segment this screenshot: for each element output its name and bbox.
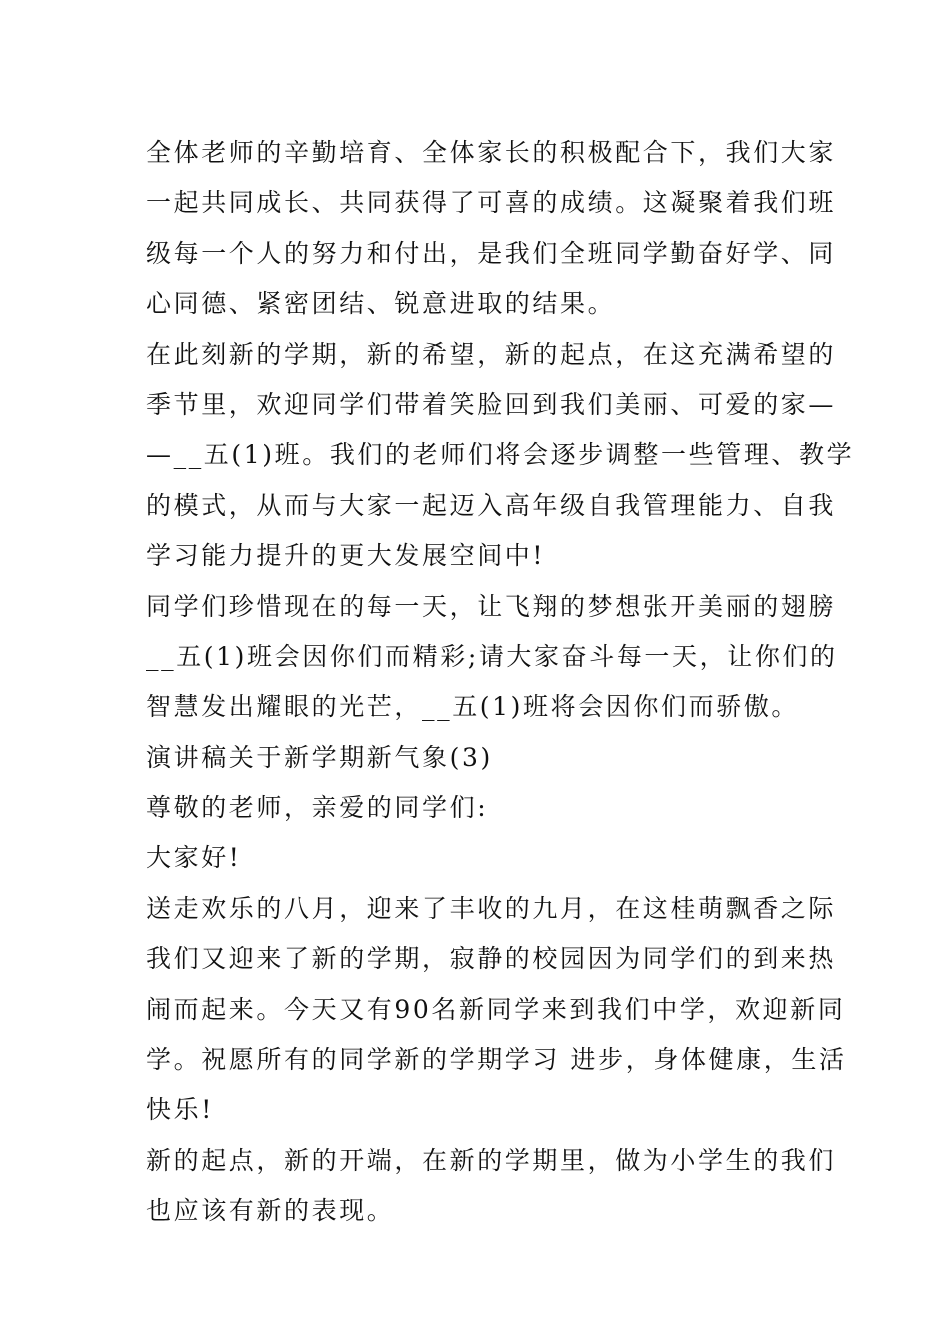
text-line: 我们又迎来了新的学期，寂静的校园因为同学们的到来热 [146,944,837,974]
text-line: 闹而起来。今天又有90名新同学来到我们中学，欢迎新同 [146,994,846,1024]
text-line: 学。祝愿所有的同学新的学期学习 进步，身体健康，生活 [146,1045,847,1075]
document-body [146,128,855,1237]
text-line: 学习能力提升的更大发展空间中! [146,541,546,571]
text-line: 智慧发出耀眼的光芒，__五(1)班将会因你们而骄傲。 [146,692,800,722]
text-line: 同学们珍惜现在的每一天，让飞翔的梦想张开美丽的翅膀 [146,591,837,621]
greeting: 大家好! [146,843,242,873]
text-line: 送走欢乐的八月，迎来了丰收的九月，在这桂萌飘香之际 [146,893,837,923]
text-line: 也应该有新的表现。 [146,1196,395,1226]
salutation: 尊敬的老师，亲爱的同学们: [146,793,489,823]
text-line: 新的起点，新的开端，在新的学期里，做为小学生的我们 [146,1145,837,1175]
text-line: 全体老师的辛勤培育、全体家长的积极配合下，我们大家 [146,138,837,167]
text-line: 级每一个人的努力和付出，是我们全班同学勤奋好学、同 [146,238,837,268]
text-line: __五(1)班会因你们而精彩;请大家奋斗每一天，让你们的 [146,641,838,671]
text-line: 在此刻新的学期，新的希望，新的起点，在这充满希望的 [146,339,837,369]
text-line: 快乐! [146,1095,214,1125]
text-line: 心同德、紧密团结、锐意进取的结果。 [146,289,616,319]
text-line: 的模式，从而与大家一起迈入高年级自我管理能力、自我 [146,490,837,520]
text-line: —__五(1)班。我们的老师们将会逐步调整一些管理、教学 [146,440,855,470]
text-line: 一起共同成长、共同获得了可喜的成绩。这凝聚着我们班 [146,188,837,218]
text-line: 季节里，欢迎同学们带着笑脸回到我们美丽、可爱的家— [146,389,837,419]
section-heading: 演讲稿关于新学期新气象(3) [146,742,493,772]
